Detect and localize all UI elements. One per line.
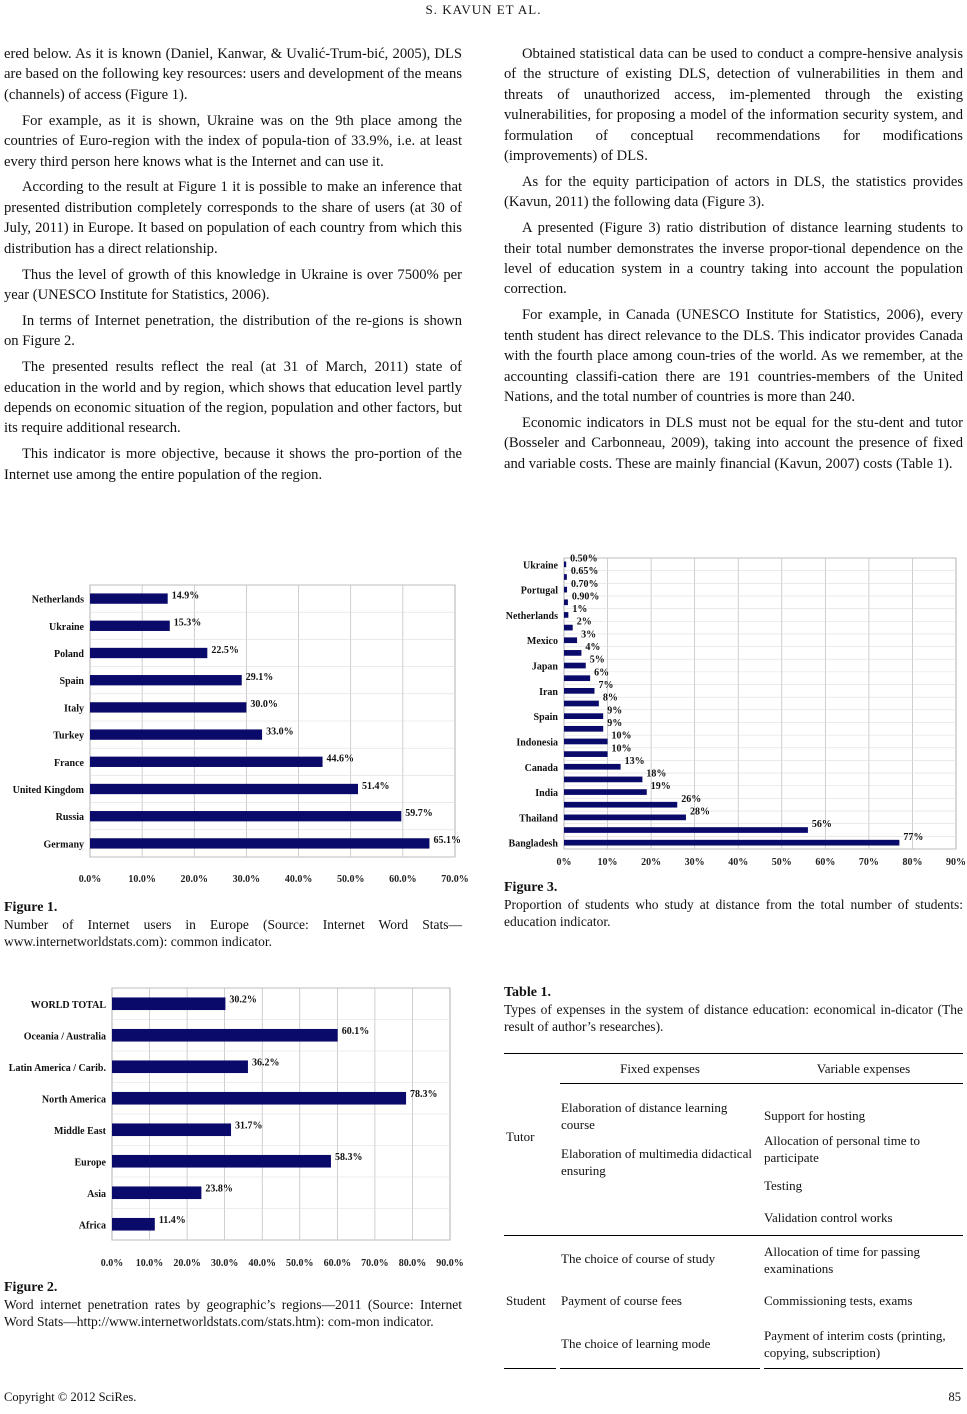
bar <box>564 789 647 795</box>
x-tick-label: 90.0% <box>436 1258 464 1269</box>
table-header-fixed: Fixed expenses <box>620 1061 700 1076</box>
paragraph: For example, as it is shown, Ukraine was on the 9th place among the countries of Euro-region with the index of popula-tion of 33.9%, i.e. at least every third person here knows what is the Internet and can use it. <box>4 112 462 170</box>
footer-copyright: Copyright © 2012 SciRes. <box>4 1390 137 1404</box>
table-cell: Support for hosting <box>764 1108 866 1123</box>
bar <box>90 729 262 739</box>
running-header: S. KAVUN ET AL. <box>425 2 542 17</box>
bar <box>564 599 568 605</box>
bar <box>564 663 586 669</box>
x-tick-label: 40.0% <box>284 874 313 885</box>
bar <box>564 751 608 757</box>
x-tick-label: 60.0% <box>389 874 417 885</box>
category-label: Turkey <box>53 730 84 742</box>
bar <box>564 612 568 618</box>
bar-value-label: 3% <box>581 629 597 641</box>
bar-value-label: 7% <box>598 680 614 692</box>
figure-2-title: Figure 2. <box>4 1280 58 1295</box>
paragraph: Obtained statistical data can be used to conduct a compre-hensive analysis of the structure of existing DLS, detection of vulnerabilities in them and threats of unauthorized access, im-plemented through the existing vulnerabilities, for proposing a model of the information security system, and formulation of conceptual recommendations for modifications (improvements) of DLS. <box>504 46 963 165</box>
x-tick-label: 90% <box>946 857 966 868</box>
bar <box>90 593 168 603</box>
bar-value-label: 29.1% <box>245 672 274 684</box>
bar-value-label: 13% <box>624 755 645 767</box>
figure-2-caption <box>4 1280 462 1330</box>
bar-value-label: 1% <box>572 604 588 616</box>
category-label: Germany <box>43 839 84 851</box>
x-tick-label: 60.0% <box>323 1258 352 1269</box>
bar <box>90 838 429 848</box>
category-label: Europe <box>74 1157 106 1169</box>
table-cell: The choice of learning mode <box>561 1336 711 1351</box>
category-label: Asia <box>87 1188 106 1200</box>
category-label: France <box>54 757 84 769</box>
bar <box>112 1155 331 1168</box>
bar-value-label: 30.2% <box>229 994 257 1006</box>
paragraph: According to the result at Figure 1 it is possible to make an inference that presented distribution completely corresponds to the share of users (at 30 of July, 2011) in Europe. It based on population of each country from which this distribution has a direct relationship. <box>4 179 462 257</box>
x-tick-label: 20.0% <box>180 874 209 885</box>
bar <box>564 587 567 593</box>
x-tick-label: 70.0% <box>441 874 469 885</box>
bar <box>564 561 566 567</box>
x-tick-label: 0.0% <box>100 1258 124 1269</box>
category-label: Japan <box>531 661 558 673</box>
figure-2-chart <box>0 985 465 1275</box>
bar-value-label: 11.4% <box>158 1214 186 1226</box>
bar <box>564 713 603 719</box>
bar-value-label: 6% <box>594 667 610 679</box>
figure-3-caption <box>504 880 963 930</box>
bar <box>564 574 567 580</box>
category-label: Poland <box>53 649 84 660</box>
bar <box>564 764 621 770</box>
bar-value-label: 0.65% <box>570 566 599 578</box>
bar-value-label: 22.5% <box>211 644 239 656</box>
bar-value-label: 15.3% <box>173 617 202 629</box>
x-tick-label: 10.0% <box>128 874 156 885</box>
table-cell: Commissioning tests, exams <box>764 1293 913 1308</box>
x-tick-label: 70% <box>858 857 879 868</box>
bar <box>90 621 170 631</box>
category-label: Africa <box>78 1220 106 1232</box>
x-tick-label: 0.0% <box>78 874 102 885</box>
figure-1-text: Number of Internet users in Europe (Source: Internet Word Stats—www.internetworldstats.com): common indicator. <box>4 917 462 949</box>
category-label: Middle East <box>54 1125 106 1137</box>
bar <box>564 675 590 681</box>
bar-value-label: 31.7% <box>235 1120 263 1132</box>
table-header-variable: Variable expenses <box>816 1061 911 1076</box>
bar-value-label: 28% <box>689 806 710 818</box>
bar-value-label: 2% <box>576 616 592 628</box>
bar-value-label: 8% <box>602 692 618 704</box>
category-label: Thailand <box>519 813 558 825</box>
bar-value-label: 30.0% <box>250 699 278 711</box>
bar <box>112 1029 338 1042</box>
bar-value-label: 65.1% <box>433 835 461 847</box>
bar <box>90 784 358 794</box>
bar-value-label: 59.7% <box>405 808 433 820</box>
category-label: Ukraine <box>523 560 558 572</box>
figure-3-text: Proportion of students who study at distance from the total number of students: education indicator. <box>504 897 963 929</box>
bar <box>90 675 242 685</box>
category-label: United Kingdom <box>12 785 84 796</box>
bar-value-label: 33.0% <box>266 726 294 738</box>
bar-value-label: 0.50% <box>570 553 598 565</box>
figure-1-chart <box>0 582 469 892</box>
paragraph: In terms of Internet penetration, the distribution of the re-gions is shown on Figure 2. <box>4 312 462 350</box>
table-cell: The choice of course of study <box>561 1251 716 1266</box>
bar <box>564 701 599 707</box>
figure-3-title: Figure 3. <box>504 880 558 895</box>
x-tick-label: 80% <box>902 857 923 868</box>
x-tick-label: 0% <box>556 857 572 868</box>
table-cell: Payment of course fees <box>561 1293 682 1308</box>
x-tick-label: 30.0% <box>210 1258 239 1269</box>
x-tick-label: 60% <box>815 857 836 868</box>
table-1-text: Types of expenses in the system of distance education: economical in-dicator (The result of author’s researches). <box>504 1002 963 1034</box>
paragraph: This indicator is more objective, because it shows the pro-portion of the Internet use among the entire population of the region. <box>4 446 462 483</box>
x-tick-label: 40% <box>728 857 749 868</box>
bar <box>112 1123 231 1136</box>
category-label: Italy <box>64 703 84 715</box>
bar-value-label: 4% <box>585 642 601 654</box>
x-tick-label: 50% <box>771 857 792 868</box>
bar <box>112 1092 406 1105</box>
table-cell: Testing <box>764 1178 803 1193</box>
bar <box>564 637 577 643</box>
x-tick-label: 20.0% <box>173 1258 201 1269</box>
bar-value-label: 19% <box>650 781 671 793</box>
bar-value-label: 44.6% <box>326 753 355 765</box>
bar <box>90 702 246 712</box>
bar-value-label: 0.70% <box>571 578 599 590</box>
category-label: Portugal <box>520 585 558 597</box>
paragraph: As for the equity participation of actors in DLS, the statistics provides (Kavun, 2011) the following data (Figure 3). <box>504 173 963 211</box>
category-label: Spain <box>533 712 558 724</box>
table-cell: Allocation of time for passing examinations <box>764 1244 920 1276</box>
bar-value-label: 10% <box>611 730 632 742</box>
category-label: Oceania / Australia <box>23 1031 106 1043</box>
bar <box>564 802 677 808</box>
page-number: 85 <box>948 1390 961 1404</box>
x-tick-label: 70.0% <box>361 1258 389 1269</box>
bar <box>564 827 808 833</box>
bar-value-label: 78.3% <box>410 1088 438 1100</box>
table-row-label-tutor: Tutor <box>506 1129 535 1144</box>
bar-value-label: 77% <box>903 831 924 843</box>
x-tick-label: 50.0% <box>336 874 365 885</box>
bar-value-label: 18% <box>646 768 667 780</box>
category-label: Netherlands <box>31 594 84 606</box>
bar-value-label: 56% <box>811 819 832 831</box>
category-label: Bangladesh <box>508 838 558 850</box>
bar-value-label: 14.9% <box>171 590 200 602</box>
bar <box>90 811 401 821</box>
bar <box>90 648 207 658</box>
bar-value-label: 10% <box>611 743 632 755</box>
category-label: Canada <box>524 762 558 774</box>
bar <box>112 1186 201 1199</box>
left-column <box>4 44 462 491</box>
bar-value-label: 26% <box>681 793 702 805</box>
table-cell: Elaboration of distance learning course <box>561 1100 728 1132</box>
category-label: Netherlands <box>505 610 558 622</box>
table-1-title: Table 1. <box>504 985 551 1000</box>
category-label: North America <box>41 1094 106 1106</box>
paragraph: A presented (Figure 3) ratio distribution of distance learning students to their total number demonstrates the inverse propor-tional dependence on the level of education system in a country taking into account the population correction. <box>504 220 963 298</box>
x-tick-label: 50.0% <box>286 1258 314 1269</box>
right-column <box>504 44 963 480</box>
bar <box>112 1218 155 1231</box>
category-label: Indonesia <box>516 737 558 749</box>
table-cell: Elaboration of multimedia didactical ensuring <box>561 1146 752 1178</box>
table-row-label-student: Student <box>506 1293 546 1308</box>
bar <box>112 997 225 1010</box>
table-cell: Allocation of personal time to participate <box>764 1133 920 1165</box>
category-label: Spain <box>59 676 84 688</box>
bar-value-label: 9% <box>607 705 623 717</box>
category-label: India <box>535 788 558 800</box>
bar-value-label: 36.2% <box>251 1057 280 1069</box>
bar <box>564 777 642 783</box>
category-label: Iran <box>539 686 558 698</box>
bar-value-label: 0.90% <box>571 591 600 603</box>
figure-1-caption <box>4 900 462 950</box>
paragraph: ered below. As it is known (Daniel, Kanwar, & Uvalić-Trum-bić, 2005), DLS are based on the following key resources: users and development of the means (channels) of access (Figure 1). <box>4 46 462 103</box>
bar-value-label: 58.3% <box>334 1151 363 1163</box>
paragraph: The presented results reflect the real (at 31 of March, 2011) state of education in the world and by region, which shows that education level partly depends on economic situation of the region, population and other factors, but its require additional research. <box>4 359 462 437</box>
category-label: Latin America / Carib. <box>8 1062 106 1074</box>
bar <box>564 625 573 631</box>
bar <box>564 688 594 694</box>
x-tick-label: 40.0% <box>248 1258 276 1269</box>
bar <box>90 757 323 767</box>
figure-3-chart <box>500 552 967 872</box>
bar <box>564 739 608 745</box>
bar <box>564 650 581 656</box>
category-label: WORLD TOTAL <box>30 999 106 1011</box>
figure-2-text: Word internet penetration rates by geographic’s regions—2011 (Source: Internet Word Stats—http://www.internetworldstats.com/stats.htm): com-mon indicator. <box>4 1297 462 1329</box>
x-tick-label: 10.0% <box>135 1258 164 1269</box>
bar-value-label: 23.8% <box>205 1183 233 1195</box>
figure-1-title: Figure 1. <box>4 900 58 915</box>
paragraph: For example, in Canada (UNESCO Institute for Statistics, 2006), every tenth student has direct relevance to the DLS. This indicator provides Canada with the fourth place among coun-tries of the world. As we remember, at the accounting classifi-cation there are 191 countries-members of the United Nations, and the total number of countries is more than 240. <box>504 307 963 405</box>
bar <box>112 1060 248 1073</box>
bar <box>564 726 603 732</box>
table-cell: Payment of interim costs (printing, copying, subscription) <box>764 1328 946 1360</box>
bar-value-label: 9% <box>607 717 623 729</box>
paragraph: Economic indicators in DLS must not be equal for the stu-dent and tutor (Bosseler and Carbonneau, 2009), taking into account the presence of fixed and variable costs. These are mainly financial (Kavun, 2007) costs (Table 1). <box>504 414 963 472</box>
x-tick-label: 30% <box>684 857 705 868</box>
bar <box>564 840 899 846</box>
x-tick-label: 30.0% <box>232 874 261 885</box>
table-1-caption <box>504 985 963 1035</box>
category-label: Ukraine <box>49 621 84 633</box>
x-tick-label: 80.0% <box>398 1258 427 1269</box>
x-tick-label: 20% <box>641 857 662 868</box>
paragraph: Thus the level of growth of this knowledge in Ukraine is over 7500% per year (UNESCO Institute for Statistics, 2006). <box>4 266 462 303</box>
category-label: Russia <box>55 812 84 824</box>
bar <box>564 815 686 821</box>
category-label: Mexico <box>526 636 558 648</box>
bar-value-label: 5% <box>589 654 605 666</box>
x-tick-label: 10% <box>597 857 618 868</box>
bar-value-label: 60.1% <box>341 1025 370 1037</box>
table-cell: Validation control works <box>764 1210 893 1225</box>
bar-value-label: 51.4% <box>362 780 390 792</box>
